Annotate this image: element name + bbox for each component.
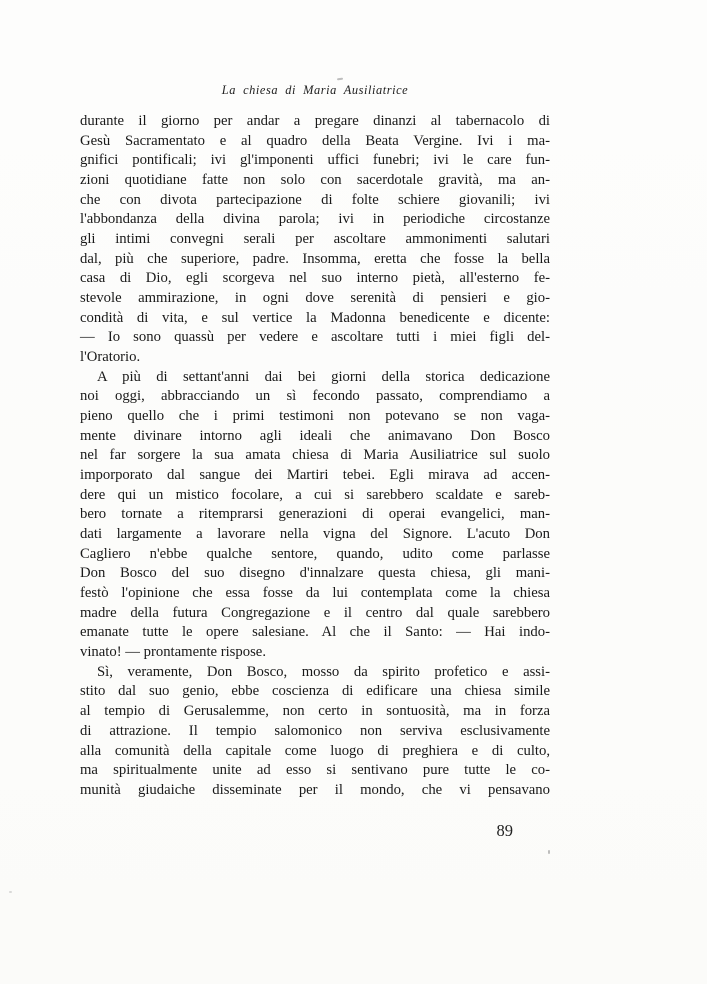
text-line: vinato! — prontamente rispose.: [80, 644, 266, 661]
text-line: nel far sorgere la sua amata chiesa di Maria Ausiliatrice sul suolo: [80, 447, 550, 464]
text-line: stevole ammirazione, in ogni dove serenità di pensieri e gio-: [80, 290, 550, 307]
text-line: zioni quotidiane fatte non solo con sacerdotale gravità, ma an-: [80, 172, 550, 189]
text-line: — Io sono quassù per vedere e ascoltare tutti i miei figli del-: [80, 329, 550, 346]
text-line: munità giudaiche disseminate per il mondo, che vi pensavano: [80, 781, 550, 798]
scan-speck: [337, 78, 343, 80]
text-line: bero tornate a ritemprarsi generazioni di operai evangelici, man-: [80, 506, 550, 523]
text-line: noi oggi, abbracciando un sì fecondo passato, comprendiamo a: [80, 388, 550, 405]
text-line: mente divinare intorno agli ideali che animavano Don Bosco: [80, 427, 550, 444]
text-line: pieno quello che i primi testimoni non potevano se non vaga-: [80, 408, 550, 425]
text-line: di attrazione. Il tempio salomonico non serviva esclusivamente: [80, 722, 550, 739]
text-line: dati largamente a lavorare nella vigna del Signore. L'acuto Don: [80, 526, 550, 543]
text-line: condità di vita, e sul vertice la Madonna benedicente e dicente:: [80, 309, 550, 326]
running-header: La chiesa di Maria Ausiliatrice: [221, 83, 409, 97]
text-line: casa di Dio, egli scorgeva nel suo interno pietà, all'esterno fe-: [80, 270, 550, 287]
scan-speck: [9, 891, 12, 893]
text-line: gnifici pontificali; ivi gl'imponenti uffici funebri; ivi le care fun-: [80, 152, 550, 169]
text-line: alla comunità della capitale come luogo di preghiera e di culto,: [80, 742, 550, 759]
scan-speck: [548, 850, 550, 854]
text-block: [80, 112, 550, 801]
text-line: Don Bosco del suo disegno d'innalzare questa chiesa, gli mani-: [80, 565, 550, 582]
page-number: 89: [496, 821, 513, 840]
text-line: festò l'opinione che essa fosse da lui contemplata come la chiesa: [80, 585, 550, 602]
text-line: A più di settant'anni dai bei giorni della storica dedicazione: [97, 368, 550, 385]
text-line: Sì, veramente, Don Bosco, mosso da spirito profetico e assi-: [97, 663, 550, 680]
text-line: imporporato dal sangue dei Martiri tebei. Egli mirava ad accen-: [80, 467, 550, 484]
text-line: al tempio di Gerusalemme, non certo in sontuosità, ma in forza: [80, 703, 550, 720]
text-line: l'Oratorio.: [80, 349, 141, 366]
text-line: ma spiritualmente unite ad esso si sentivano pure tutte le co-: [80, 762, 550, 779]
text-line: gli intimi convegni serali per ascoltare ammonimenti salutari: [80, 231, 550, 248]
text-line: dal, più che superiore, padre. Insomma, eretta che fosse la bella: [80, 250, 550, 267]
text-line: dere qui un mistico focolare, a cui si sarebbero scaldate e sareb-: [80, 486, 550, 503]
text-line: emanate tutte le opere salesiane. Al che il Santo: — Hai indo-: [80, 624, 550, 641]
text-line: durante il giorno per andar a pregare dinanzi al tabernacolo di: [80, 113, 550, 129]
text-line: che con divota partecipazione di folte schiere giovanili; ivi: [80, 191, 550, 208]
text-line: madre della futura Congregazione e il centro dal quale sarebbero: [80, 604, 550, 621]
text-line: stito dal suo genio, ebbe coscienza di edificare una chiesa simile: [80, 683, 550, 700]
text-line: Cagliero n'ebbe qualche sentore, quando, udito come parlasse: [80, 545, 550, 562]
text-line: Gesù Sacramentato e al quadro della Beata Vergine. Ivi i ma-: [80, 132, 550, 149]
text-line: l'abbondanza della divina parola; ivi in periodiche circostanze: [80, 211, 550, 228]
